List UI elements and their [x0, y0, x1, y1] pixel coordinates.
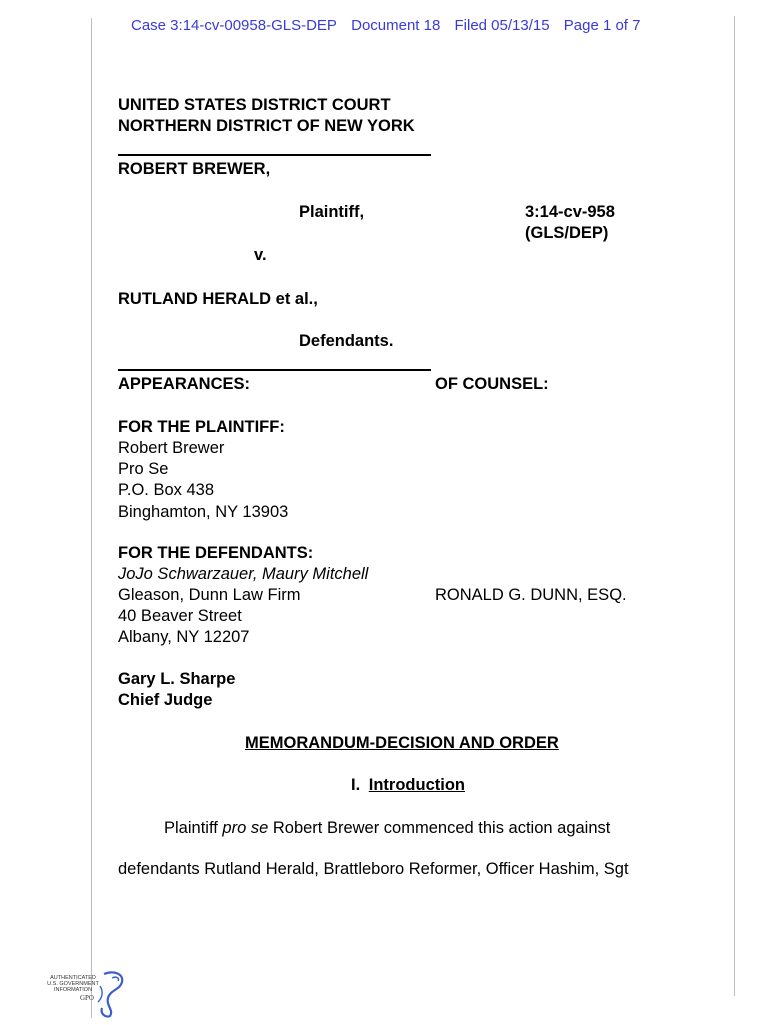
section-number: I.	[351, 776, 361, 794]
paragraph-text: Robert Brewer commenced this action against	[268, 819, 611, 837]
paragraph-text: Plaintiff	[164, 819, 223, 837]
plaintiff-role: Plaintiff,	[299, 203, 365, 221]
case-number-stamp: Case 3:14-cv-00958-GLS-DEP	[131, 17, 337, 34]
defendants-clients: JoJo Schwarzauer, Maury Mitchell	[118, 565, 369, 583]
defendants-address-line: Albany, NY 12207	[118, 628, 250, 646]
gpo-label-line: AUTHENTICATED	[50, 975, 96, 981]
filed-date-stamp: Filed 05/13/15	[454, 17, 550, 34]
gpo-label-line: INFORMATION	[53, 987, 93, 993]
right-margin-line	[734, 16, 735, 996]
plaintiff-address-line: Binghamton, NY 13903	[118, 503, 289, 521]
caption-rule-bottom	[118, 369, 431, 371]
defendant-role: Defendants.	[299, 332, 394, 350]
paragraph-line-2: defendants Rutland Herald, Brattleboro Reformer, Officer Hashim, Sgt	[118, 860, 629, 878]
page-count-stamp: Page 1 of 7	[563, 17, 641, 34]
court-name: UNITED STATES DISTRICT COURT	[118, 96, 391, 114]
versus-label: v.	[254, 246, 267, 264]
plaintiff-address-line: Robert Brewer	[118, 439, 225, 457]
paragraph-line-1	[164, 818, 610, 839]
gpo-mark: GPO	[79, 994, 94, 1002]
plaintiff-name: ROBERT BREWER,	[118, 160, 271, 178]
court-district: NORTHERN DISTRICT OF NEW YORK	[118, 117, 415, 135]
case-number: 3:14-cv-958	[525, 203, 615, 221]
left-margin-line	[91, 18, 92, 1018]
judge-initials: (GLS/DEP)	[525, 224, 609, 242]
defendants-address-line: Gleason, Dunn Law Firm	[118, 586, 301, 604]
section-heading	[351, 775, 465, 796]
plaintiff-address-line: Pro Se	[118, 460, 169, 478]
defendants-address-line: 40 Beaver Street	[118, 607, 242, 625]
plaintiff-address-line: P.O. Box 438	[118, 481, 215, 499]
defendant-name: RUTLAND HERALD et al.,	[118, 290, 318, 308]
for-plaintiff-heading: FOR THE PLAINTIFF:	[118, 418, 285, 436]
of-counsel-heading: OF COUNSEL:	[435, 375, 549, 393]
appearances-heading: APPEARANCES:	[118, 375, 251, 393]
document-number-stamp: Document 18	[351, 17, 441, 34]
judge-title: Chief Judge	[118, 691, 213, 709]
section-title: Introduction	[368, 776, 465, 794]
pro-se-italic: pro se	[222, 819, 269, 837]
defendants-counsel: RONALD G. DUNN, ESQ.	[435, 586, 627, 604]
gpo-label-line: U.S. GOVERNMENT	[47, 981, 99, 987]
decision-title: MEMORANDUM-DECISION AND ORDER	[245, 734, 559, 752]
judge-name: Gary L. Sharpe	[118, 670, 236, 688]
ecf-header-stamp	[131, 17, 650, 34]
caption-rule-top	[118, 154, 431, 156]
for-defendants-heading: FOR THE DEFENDANTS:	[118, 544, 314, 562]
